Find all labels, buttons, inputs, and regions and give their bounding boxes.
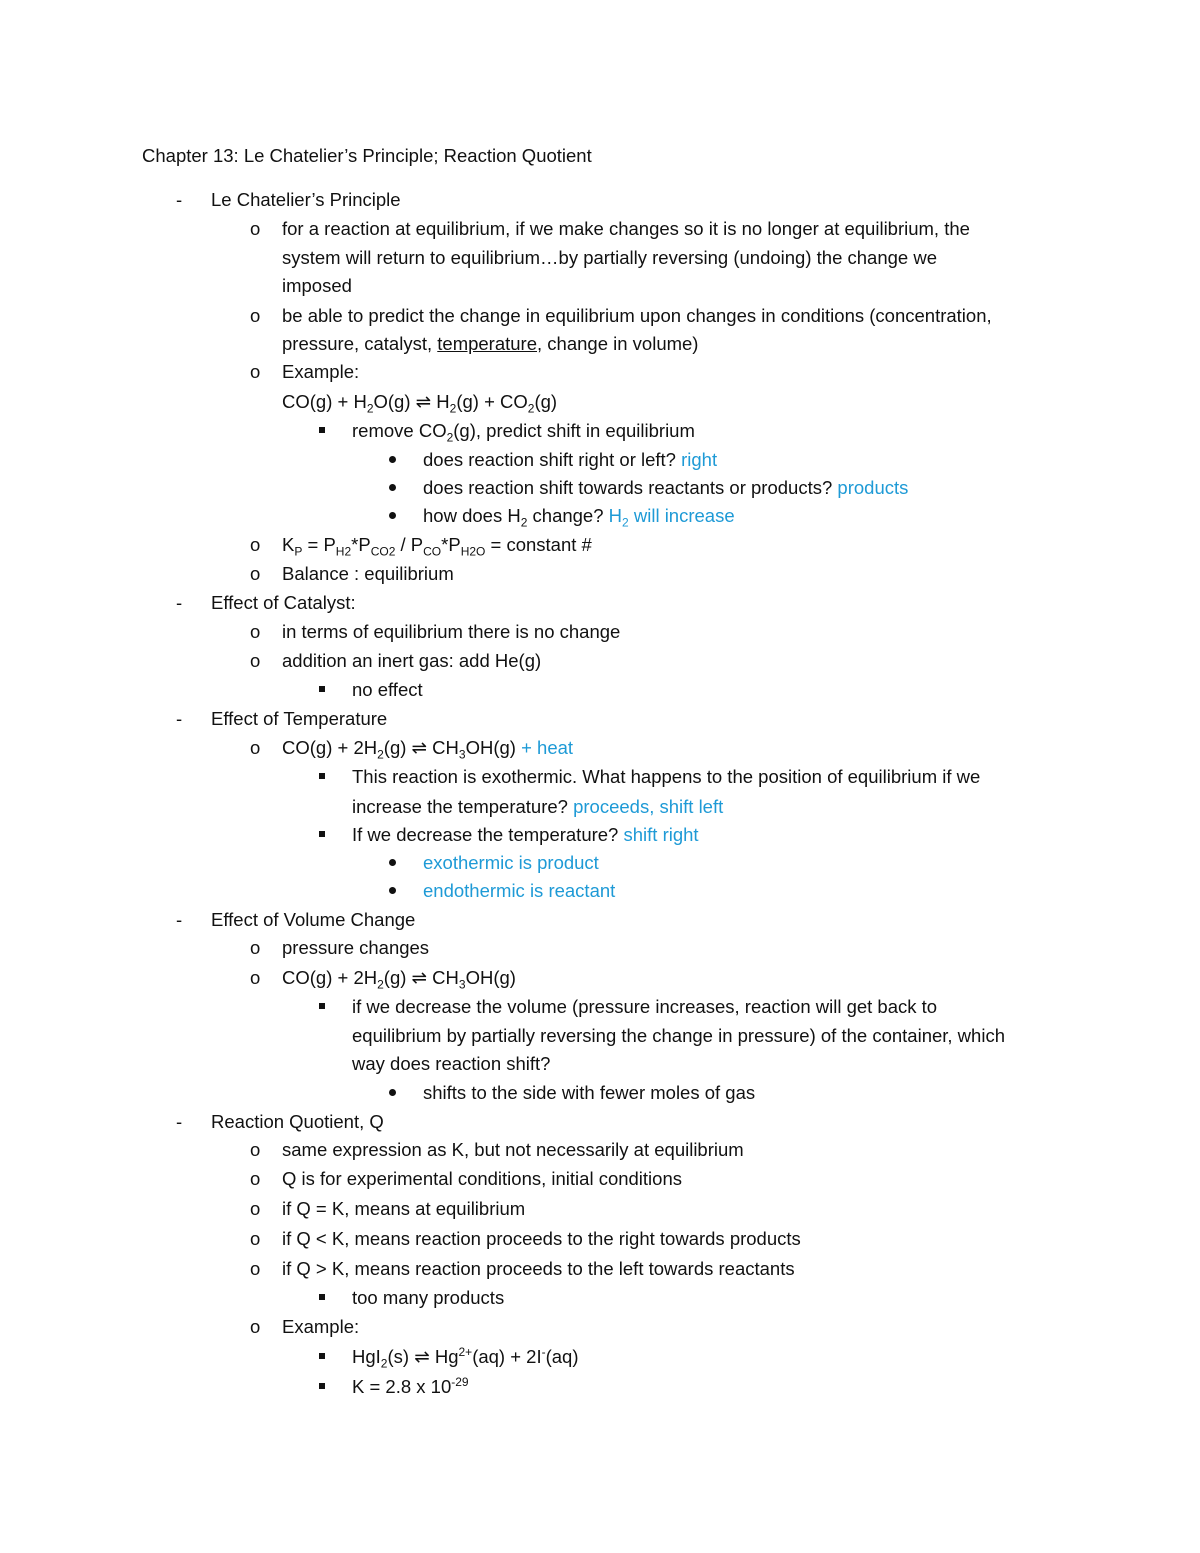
eq-text: *P (441, 534, 461, 555)
question: how does H (423, 505, 521, 526)
text-line: too many products (352, 1287, 505, 1308)
circle-bullet: o (250, 534, 261, 555)
example-label: Example: (282, 361, 360, 382)
subscript: 2 (622, 515, 629, 530)
text-line (423, 502, 735, 530)
subscript: 2 (446, 430, 454, 445)
circle-bullet: o (250, 1139, 261, 1160)
example-label: Example: (282, 1316, 360, 1337)
dash-bullet: - (176, 708, 183, 729)
eq-text: K = 2.8 x 10 (352, 1376, 452, 1397)
square-bullet-icon (319, 773, 325, 779)
text-line: This reaction is exothermic. What happens to the position of equilibrium if we (352, 766, 981, 787)
subscript: 2 (366, 401, 374, 416)
text-line: shifts to the side with fewer moles of gas (423, 1082, 756, 1103)
text-line: in terms of equilibrium there is no change (282, 621, 621, 642)
subscript: 2 (520, 515, 528, 530)
eq-text: (aq) + 2I (472, 1346, 542, 1367)
subscript: H2 (335, 544, 352, 559)
superscript: 2+ (458, 1344, 473, 1359)
text-line (352, 821, 699, 849)
eq-text: CO(g) + 2H (282, 967, 378, 988)
question: increase the temperature? (352, 796, 568, 817)
round-bullet-icon (389, 484, 396, 491)
circle-bullet: o (250, 1258, 261, 1279)
text-span: remove CO (352, 420, 447, 441)
text-line: if Q > K, means reaction proceeds to the left towards reactants (282, 1258, 795, 1279)
eq-text: / P (395, 534, 424, 555)
square-bullet-icon (319, 1294, 325, 1300)
eq-text: CO(g) + 2H (282, 737, 378, 758)
square-bullet-icon (319, 1003, 325, 1009)
eq-text: (s) ⇌ Hg (387, 1346, 459, 1367)
dash-bullet: - (176, 592, 183, 613)
subscript: H2O (460, 544, 486, 559)
subscript: 2 (377, 977, 384, 992)
eq-text: (g) ⇌ CH (383, 967, 459, 988)
eq-text: (g) + CO (456, 391, 528, 412)
dash-bullet: - (176, 909, 183, 930)
square-bullet-icon (319, 427, 325, 433)
subscript: 3 (458, 977, 466, 992)
text-line: if Q < K, means reaction proceeds to the right towards products (282, 1228, 801, 1249)
superscript: -29 (451, 1374, 469, 1389)
dash-bullet: - (176, 189, 183, 210)
square-bullet-icon (319, 1383, 325, 1389)
subscript: 2 (527, 401, 535, 416)
equation-line (282, 964, 516, 992)
round-bullet-icon (389, 887, 396, 894)
question: change? (527, 505, 604, 526)
text-line: if we decrease the volume (pressure increases, reaction will get back to (352, 996, 938, 1017)
question: does reaction shift towards reactants or products? (423, 477, 833, 498)
question: does reaction shift right or left? (423, 449, 676, 470)
text-line (423, 446, 717, 474)
text-line (282, 330, 698, 358)
eq-text: (g) ⇌ CH (383, 737, 459, 758)
text-line: equilibrium by partially reversing the change in pressure) of the container, which (352, 1025, 1005, 1046)
circle-bullet: o (250, 937, 261, 958)
circle-bullet: o (250, 305, 261, 326)
text-line: for a reaction at equilibrium, if we make changes so it is no longer at equilibrium, the (282, 218, 970, 239)
square-bullet-icon (319, 1353, 325, 1359)
circle-bullet: o (250, 621, 261, 642)
section-heading-le-chatelier: Le Chatelier’s Principle (211, 189, 401, 210)
eq-text: CO(g) + H (282, 391, 367, 412)
eq-text: K (282, 534, 295, 555)
text-line: pressure changes (282, 937, 430, 958)
dash-bullet: - (176, 1111, 183, 1132)
section-heading-volume: Effect of Volume Change (211, 909, 416, 930)
subscript: CO2 (370, 544, 396, 559)
answer-line: endothermic is reactant (423, 880, 616, 901)
eq-text: = constant # (485, 534, 592, 555)
answer: proceeds, shift left (573, 796, 724, 817)
text-line (352, 417, 695, 445)
eq-text: *P (351, 534, 371, 555)
equation-line (282, 734, 573, 762)
answer: products (837, 477, 909, 498)
circle-bullet: o (250, 1228, 261, 1249)
eq-text: HgI (352, 1346, 381, 1367)
text-line: Balance : equilibrium (282, 563, 454, 584)
circle-bullet: o (250, 737, 261, 758)
text-line: be able to predict the change in equilibrium upon changes in conditions (concentration, (282, 305, 992, 326)
eq-text: OH(g) (465, 737, 516, 758)
subscript: 2 (380, 1356, 388, 1371)
text-line: imposed (282, 275, 352, 296)
answer-line: exothermic is product (423, 852, 599, 873)
eq-text: OH(g) (465, 967, 516, 988)
answer (608, 505, 735, 530)
round-bullet-icon (389, 859, 396, 866)
answer-text: will increase (628, 505, 735, 526)
question: If we decrease the temperature? (352, 824, 619, 845)
subscript: 2 (449, 401, 457, 416)
round-bullet-icon (389, 1089, 396, 1096)
answer: + heat (515, 737, 574, 758)
round-bullet-icon (389, 456, 396, 463)
eq-text: O(g) ⇌ H (373, 391, 450, 412)
equation-line (282, 388, 557, 416)
circle-bullet: o (250, 218, 261, 239)
section-heading-reaction-quotient: Reaction Quotient, Q (211, 1111, 384, 1132)
circle-bullet: o (250, 967, 261, 988)
circle-bullet: o (250, 650, 261, 671)
eq-text: = P (302, 534, 336, 555)
text-span: pressure, catalyst, (282, 333, 438, 354)
text-span: (g), predict shift in equilibrium (453, 420, 695, 441)
text-line (423, 474, 908, 502)
underlined-term: temperature (437, 333, 538, 354)
answer-text: H (608, 505, 623, 526)
eq-text: (g) (534, 391, 558, 412)
text-line: Q is for experimental conditions, initial conditions (282, 1168, 682, 1189)
circle-bullet: o (250, 1168, 261, 1189)
text-line (352, 793, 723, 821)
superscript: - (541, 1344, 546, 1359)
equation-line (352, 1373, 469, 1401)
subscript: 3 (458, 747, 466, 762)
subscript: P (294, 544, 303, 559)
answer: shift right (623, 824, 699, 845)
text-line: same expression as K, but not necessarily at equilibrium (282, 1139, 744, 1160)
circle-bullet: o (250, 563, 261, 584)
square-bullet-icon (319, 831, 325, 837)
text-line: no effect (352, 679, 423, 700)
circle-bullet: o (250, 1316, 261, 1337)
circle-bullet: o (250, 1198, 261, 1219)
subscript: CO (423, 544, 442, 559)
round-bullet-icon (389, 512, 396, 519)
page-title: Chapter 13: Le Chatelier’s Principle; Reaction Quotient (142, 145, 592, 166)
equation-line (352, 1343, 579, 1371)
eq-text: (aq) (545, 1346, 579, 1367)
text-line: addition an inert gas: add He(g) (282, 650, 542, 671)
section-heading-temperature: Effect of Temperature (211, 708, 388, 729)
circle-bullet: o (250, 361, 261, 382)
text-span: , change in volume) (537, 333, 699, 354)
answer: right (681, 449, 718, 470)
text-line: way does reaction shift? (352, 1053, 551, 1074)
kp-expression (282, 531, 592, 559)
subscript: 2 (377, 747, 384, 762)
text-line: system will return to equilibrium…by partially reversing (undoing) the change we (282, 247, 937, 268)
section-heading-catalyst: Effect of Catalyst: (211, 592, 356, 613)
square-bullet-icon (319, 686, 325, 692)
text-line: if Q = K, means at equilibrium (282, 1198, 526, 1219)
